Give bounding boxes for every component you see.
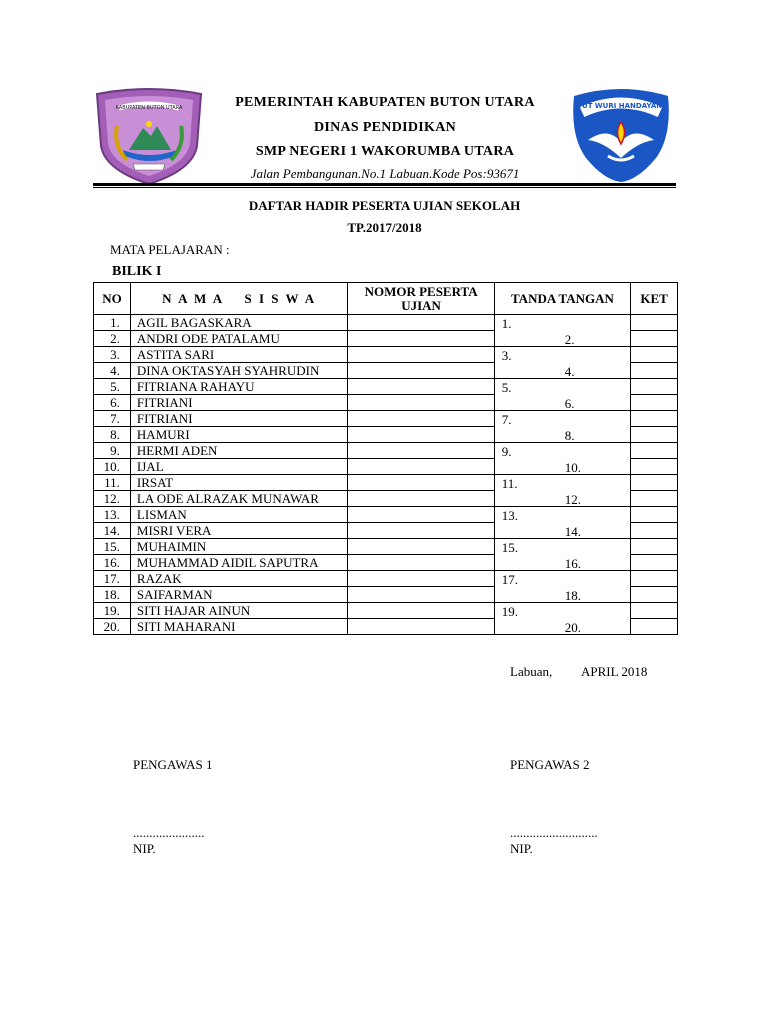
student-name: FITRIANI [130,411,348,427]
office-header: DINAS PENDIDIKAN [313,120,457,135]
signature-slot-odd: 1. [501,316,512,331]
student-name: MUHAIMIN [130,539,348,555]
ket-cell[interactable] [631,395,678,411]
student-name: DINA OKTASYAH SYAHRUDIN [130,363,348,379]
exam-number-cell[interactable] [348,331,494,347]
col-number-header: NOMOR PESERTA UJIAN [348,283,494,315]
ket-cell[interactable] [631,475,678,491]
exam-number-cell[interactable] [348,571,494,587]
row-number: 18. [94,587,131,603]
row-number: 15. [94,539,131,555]
logo-lettering: TUT WURI HANDAYANI [577,102,665,110]
row-number: 19. [94,603,131,619]
signature-slot-odd: 19. [501,604,518,619]
ket-cell[interactable] [631,507,678,523]
ket-cell[interactable] [631,427,678,443]
student-name: HAMURI [130,427,348,443]
row-number: 14. [94,523,131,539]
ket-cell[interactable] [631,603,678,619]
table-row [94,571,678,587]
table-row [94,603,678,619]
exam-number-cell[interactable] [348,539,494,555]
col-ket-header: KET [631,283,678,315]
row-number: 20. [94,619,131,635]
student-name: IJAL [130,459,348,475]
signature-cell[interactable] [494,443,630,475]
row-number: 4. [94,363,131,379]
table-row [94,315,678,331]
signature-slot-even: 2. [564,332,575,347]
student-name: LISMAN [130,507,348,523]
signature-cell[interactable] [494,379,630,411]
signature-cell[interactable] [494,347,630,379]
row-number: 12. [94,491,131,507]
signature-cell[interactable] [494,411,630,443]
school-address: Jalan Pembangunan.No.1 Labuan.Kode Pos:93671 [250,166,520,181]
exam-number-cell[interactable] [348,315,494,331]
student-name: SAIFARMAN [130,587,348,603]
header-rule-thick [93,183,676,186]
ket-cell[interactable] [631,571,678,587]
signature-slot-even: 8. [564,428,575,443]
signature-slot-odd: 11. [501,476,518,491]
row-number: 2. [94,331,131,347]
doc-title: DAFTAR HADIR PESERTA UJIAN SEKOLAH [248,198,521,213]
student-name: IRSAT [130,475,348,491]
ket-cell[interactable] [631,315,678,331]
ket-cell[interactable] [631,555,678,571]
nip2-label: NIP. [510,841,533,856]
signature-cell[interactable] [494,315,630,347]
student-name: FITRIANA RAHAYU [130,379,348,395]
row-number: 9. [94,443,131,459]
attendance-table [93,282,678,635]
row-number: 5. [94,379,131,395]
student-name: HERMI ADEN [130,443,348,459]
student-name: SITI HAJAR AINUN [130,603,348,619]
row-number: 6. [94,395,131,411]
table-row [94,539,678,555]
exam-number-cell[interactable] [348,411,494,427]
exam-number-cell[interactable] [348,427,494,443]
supervisor1-label: PENGAWAS 1 [133,757,213,772]
date-text: APRIL 2018 [581,664,648,679]
student-name: MISRI VERA [130,523,348,539]
exam-number-cell[interactable] [348,347,494,363]
exam-number-cell[interactable] [348,523,494,539]
signature-cell[interactable] [494,475,630,507]
table-header-row [94,283,678,315]
exam-number-cell[interactable] [348,619,494,635]
supervisor2-label: PENGAWAS 2 [510,757,590,772]
exam-number-cell[interactable] [348,491,494,507]
exam-number-cell[interactable] [348,587,494,603]
signature-slot-even: 10. [564,460,581,475]
signature-slot-odd: 15. [501,540,518,555]
row-number: 1. [94,315,131,331]
table-row [94,347,678,363]
signature-slot-even: 4. [564,364,575,379]
room-label: BILIK I [112,264,162,279]
exam-number-cell[interactable] [348,507,494,523]
school-header: SMP NEGERI 1 WAKORUMBA UTARA [255,144,515,159]
exam-number-cell[interactable] [348,363,494,379]
signature-line-2: ........................... [510,825,598,840]
student-name: FITRIANI [130,395,348,411]
ket-cell[interactable] [631,411,678,427]
student-name: ASTITA SARI [130,347,348,363]
table-row [94,475,678,491]
subject-label: MATA PELAJARAN : [110,242,230,257]
ket-cell[interactable] [631,619,678,635]
exam-number-cell[interactable] [348,443,494,459]
ket-cell[interactable] [631,523,678,539]
student-name: SITI MAHARANI [130,619,348,635]
student-name: ANDRI ODE PATALAMU [130,331,348,347]
signature-slot-even: 16. [564,556,581,571]
exam-number-cell[interactable] [348,379,494,395]
row-number: 16. [94,555,131,571]
ket-cell[interactable] [631,459,678,475]
ket-cell[interactable] [631,347,678,363]
table-row [94,507,678,523]
signature-slot-even: 20. [564,620,581,635]
exam-number-cell[interactable] [348,555,494,571]
col-name-header: N A M A S I S W A [130,283,348,315]
signature-slot-odd: 9. [501,444,512,459]
signature-cell[interactable] [494,603,630,635]
row-number: 7. [94,411,131,427]
table-row [94,443,678,459]
district-emblem-logo [93,86,205,186]
student-name: MUHAMMAD AIDIL SAPUTRA [130,555,348,571]
signature-slot-even: 18. [564,588,581,603]
col-sign-header: TANDA TANGAN [494,283,630,315]
ket-cell[interactable] [631,491,678,507]
signature-slot-odd: 13. [501,508,518,523]
signature-cell[interactable] [494,507,630,539]
student-name: LA ODE ALRAZAK MUNAWAR [130,491,348,507]
signature-slot-odd: 7. [501,412,512,427]
signature-slot-even: 14. [564,524,581,539]
emblem-lettering: KABUPATEN BUTON UTARA [115,105,183,111]
exam-number-cell[interactable] [348,603,494,619]
row-number: 10. [94,459,131,475]
signature-cell[interactable] [494,539,630,571]
place-text: Labuan, [510,664,553,679]
doc-year: TP.2017/2018 [347,220,422,235]
attendance-body [94,315,678,635]
exam-number-cell[interactable] [348,459,494,475]
ket-cell[interactable] [631,443,678,459]
row-number: 13. [94,507,131,523]
exam-number-cell[interactable] [348,475,494,491]
signature-slot-odd: 5. [501,380,512,395]
ket-cell[interactable] [631,331,678,347]
signature-line-1: ...................... [133,825,205,840]
col-no-header: NO [94,283,131,315]
ket-cell[interactable] [631,379,678,395]
signature-slot-even: 12. [564,492,581,507]
row-number: 17. [94,571,131,587]
row-number: 3. [94,347,131,363]
header-rule-thin [93,187,676,188]
student-name: RAZAK [130,571,348,587]
table-row [94,379,678,395]
signature-slot-odd: 17. [501,572,518,587]
table-row [94,411,678,427]
ket-cell[interactable] [631,539,678,555]
row-number: 8. [94,427,131,443]
tut-wuri-handayani-logo [568,86,674,182]
exam-number-cell[interactable] [348,395,494,411]
signature-slot-odd: 3. [501,348,512,363]
student-name: AGIL BAGASKARA [130,315,348,331]
signature-cell[interactable] [494,571,630,603]
nip1-label: NIP. [133,841,156,856]
ket-cell[interactable] [631,587,678,603]
signature-slot-even: 6. [564,396,575,411]
row-number: 11. [94,475,131,491]
gov-header: PEMERINTAH KABUPATEN BUTON UTARA [235,95,535,110]
ket-cell[interactable] [631,363,678,379]
